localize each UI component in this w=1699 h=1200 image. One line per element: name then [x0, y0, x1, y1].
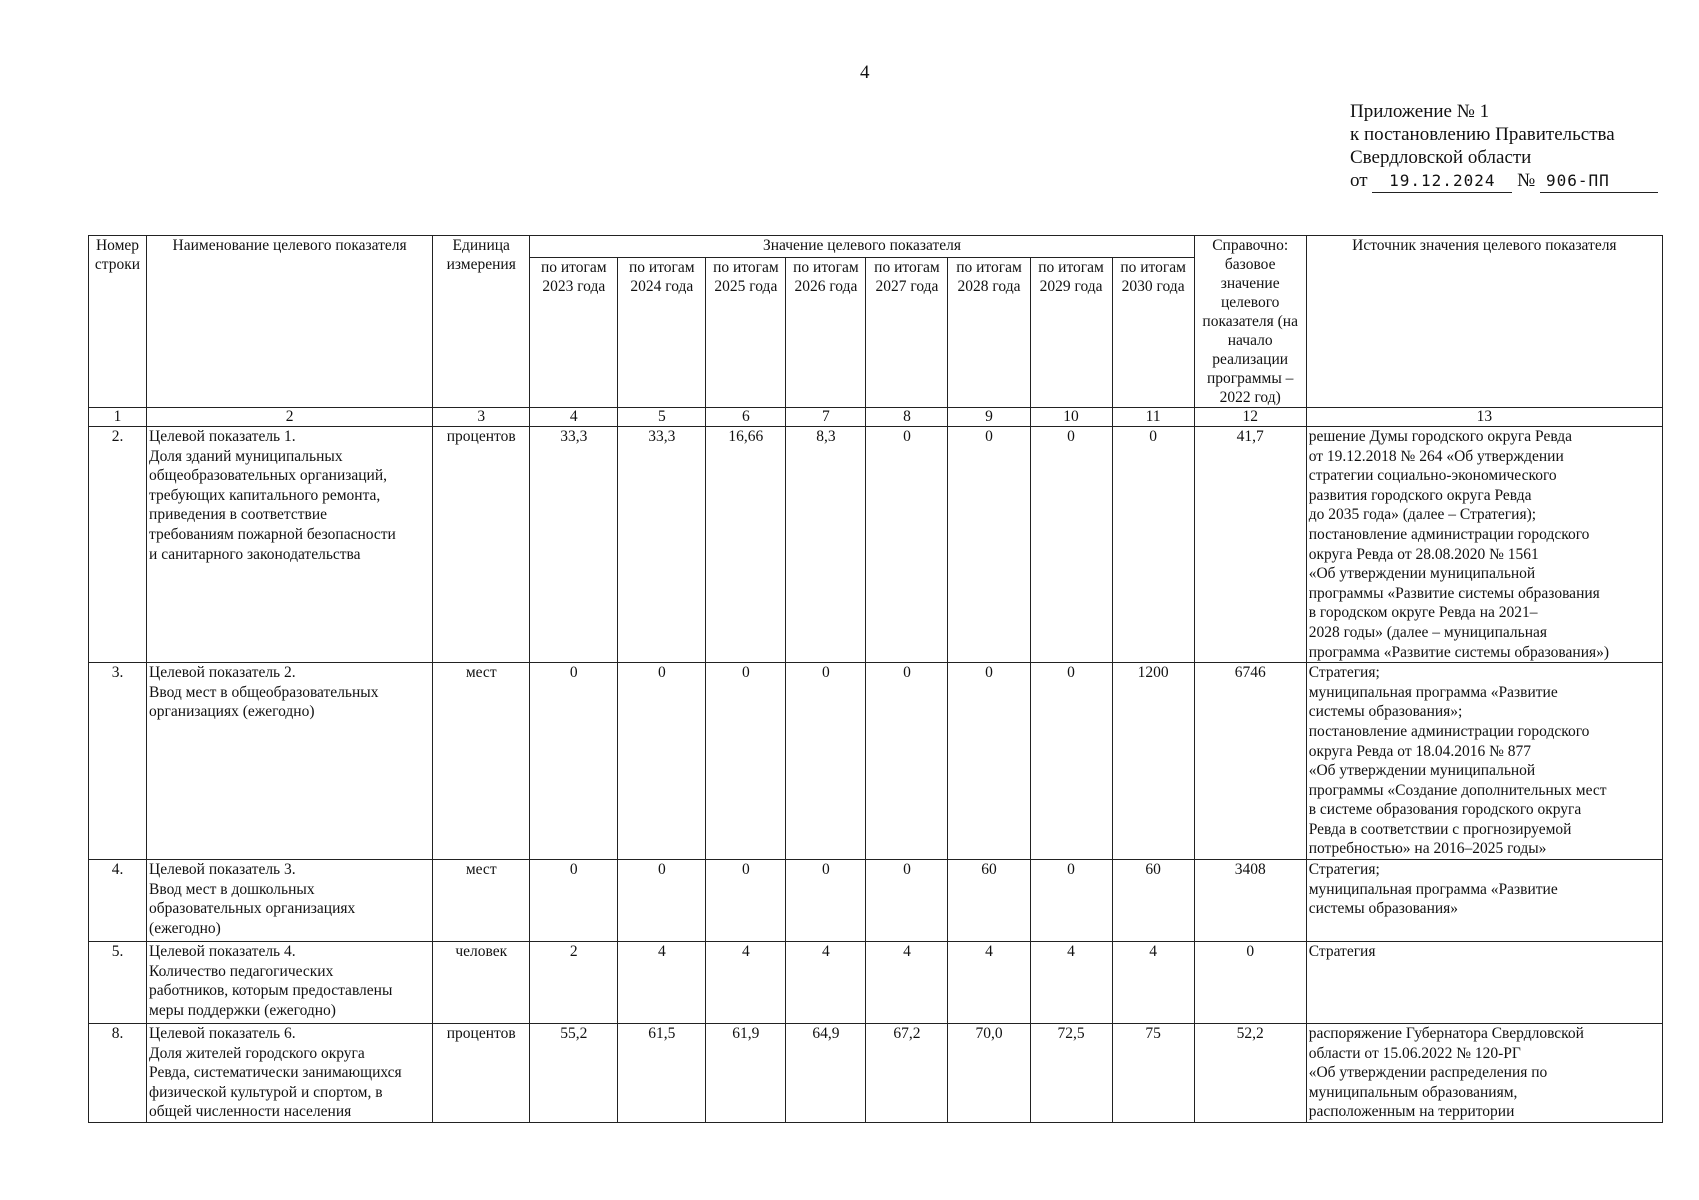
source-line: развития городского округа Ревда: [1308, 486, 1532, 504]
value-cell-2029: 72,5: [1030, 1024, 1112, 1123]
indicator-name-line: Доля зданий муниципальных: [149, 447, 343, 465]
value-cell-2028: 0: [948, 663, 1030, 860]
source-line: решение Думы городского округа Ревда: [1308, 428, 1573, 445]
value-cell-2026: 64,9: [786, 1024, 866, 1123]
column-number: 12: [1194, 408, 1306, 427]
source-line: муниципальным образованиям,: [1308, 1083, 1518, 1101]
header-row: [89, 236, 1663, 258]
indicator-name-line: физической культурой и спортом, в: [149, 1083, 383, 1101]
column-number: 10: [1030, 408, 1112, 427]
source-line: «Об утверждении муниципальной: [1308, 762, 1536, 780]
source-line: муниципальная программа «Развитие: [1308, 683, 1558, 701]
indicator-name-line: меры поддержки (ежегодно): [149, 1001, 336, 1019]
source-line: программы «Создание дополнительных мест: [1308, 781, 1607, 799]
indicator-name-line: общеобразовательных организаций,: [149, 467, 388, 485]
value-cell-2026: 4: [786, 942, 866, 1024]
header-year-2024: по итогам 2024 года: [618, 258, 706, 408]
source-line: в городском округе Ревда на 2021–: [1308, 604, 1538, 622]
value-cell-2024: 61,5: [618, 1024, 706, 1123]
source-line: 2028 годы» (далее – муниципальная: [1308, 623, 1548, 641]
base-value-cell: 41,7: [1194, 427, 1306, 663]
page-number: 4: [860, 62, 870, 83]
base-value-cell: 6746: [1194, 663, 1306, 860]
number-prefix: №: [1517, 170, 1536, 191]
indicator-name-line: Целевой показатель 2.: [149, 664, 296, 682]
unit-cell: процентов: [433, 427, 530, 663]
unit-cell: мест: [433, 860, 530, 942]
value-cell-2026: 8,3: [786, 427, 866, 663]
indicator-name: [147, 427, 433, 663]
source-line: округа Ревда от 28.08.2020 № 1561: [1308, 545, 1539, 563]
base-value-cell: 0: [1194, 942, 1306, 1024]
unit-cell: мест: [433, 663, 530, 860]
header-indicator-name: Наименование целевого показателя: [147, 236, 433, 408]
table-row: [89, 1024, 1663, 1123]
column-number: 13: [1306, 408, 1662, 427]
appendix-reference: к постановлению Правительства: [1350, 124, 1615, 145]
value-cell-2025: 0: [706, 860, 786, 942]
value-cell-2030: 4: [1112, 942, 1194, 1024]
source-line: постановление администрации городского: [1308, 525, 1590, 543]
value-cell-2023: 0: [530, 663, 618, 860]
header-source: Источник значения целевого показателя: [1306, 236, 1662, 408]
value-cell-2024: 33,3: [618, 427, 706, 663]
header-year-2023: по итогам 2023 года: [530, 258, 618, 408]
column-number: 7: [786, 408, 866, 427]
source-line: в системе образования городского округа: [1308, 801, 1582, 819]
source-line: «Об утверждении распределения по: [1308, 1064, 1548, 1082]
value-cell-2025: 61,9: [706, 1024, 786, 1123]
source-line: постановление администрации городского: [1308, 722, 1590, 740]
indicator-name-line: Ввод мест в общеобразовательных: [149, 683, 379, 701]
indicator-name-line: Доля жителей городского округа: [149, 1044, 365, 1062]
indicator-name-line: Количество педагогических: [149, 962, 334, 980]
row-number: 8.: [89, 1024, 147, 1123]
base-value-cell: 52,2: [1194, 1024, 1306, 1123]
source-line: «Об утверждении муниципальной: [1308, 565, 1536, 583]
value-cell-2023: 55,2: [530, 1024, 618, 1123]
source-line: Стратегия;: [1308, 861, 1380, 879]
indicator-name-line: Целевой показатель 6.: [149, 1025, 296, 1043]
row-number: 5.: [89, 942, 147, 1024]
indicator-name-line: приведения в соответствие: [149, 506, 327, 524]
value-cell-2028: 70,0: [948, 1024, 1030, 1123]
header-unit: Единица измерения: [433, 236, 530, 408]
unit-cell: человек: [433, 942, 530, 1024]
source-line: Стратегия: [1308, 943, 1376, 961]
value-cell-2026: 0: [786, 663, 866, 860]
indicator-name-line: и санитарного законодательства: [149, 545, 361, 563]
value-cell-2023: 33,3: [530, 427, 618, 663]
table-row: [89, 663, 1663, 860]
indicator-name-line: работников, которым предоставлены: [149, 982, 393, 1000]
appendix-date-line: [1350, 169, 1658, 193]
value-cell-2027: 67,2: [866, 1024, 948, 1123]
value-cell-2027: 0: [866, 663, 948, 860]
value-cell-2023: 0: [530, 860, 618, 942]
column-number: 1: [89, 408, 147, 427]
value-cell-2027: 0: [866, 860, 948, 942]
source-cell: [1306, 942, 1662, 1024]
source-cell: [1306, 663, 1662, 860]
source-line: Ревда в соответствии с прогнозируемой: [1308, 820, 1572, 838]
source-line: Стратегия;: [1308, 664, 1380, 682]
source-line: программы «Развитие системы образования: [1308, 584, 1600, 602]
value-cell-2030: 75: [1112, 1024, 1194, 1123]
header-year-2029: по итогам 2029 года: [1030, 258, 1112, 408]
date-prefix: от: [1350, 170, 1368, 191]
header-year-2026: по итогам 2026 года: [786, 258, 866, 408]
source-line: программа «Развитие системы образования»): [1308, 643, 1610, 661]
value-cell-2029: 0: [1030, 663, 1112, 860]
source-cell: [1306, 1024, 1662, 1123]
appendix-region: Свердловской области: [1350, 147, 1532, 168]
source-line: системы образования»: [1308, 900, 1459, 918]
value-cell-2029: 0: [1030, 860, 1112, 942]
source-line: от 19.12.2018 № 264 «Об утверждении: [1308, 447, 1564, 465]
indicator-name-line: Целевой показатель 3.: [149, 861, 296, 879]
value-cell-2025: 4: [706, 942, 786, 1024]
value-cell-2027: 0: [866, 427, 948, 663]
indicator-name-line: (ежегодно): [149, 919, 221, 937]
header-year-2028: по итогам 2028 года: [948, 258, 1030, 408]
indicator-name-line: требованиям пожарной безопасности: [149, 525, 396, 543]
value-cell-2026: 0: [786, 860, 866, 942]
value-cell-2024: 0: [618, 860, 706, 942]
value-cell-2028: 4: [948, 942, 1030, 1024]
header-year-2027: по итогам 2027 года: [866, 258, 948, 408]
source-line: потребностью» на 2016–2025 годы»: [1308, 840, 1547, 858]
table-row: [89, 427, 1663, 663]
column-number: 11: [1112, 408, 1194, 427]
resolution-date: 19.12.2024: [1372, 169, 1512, 193]
column-number-row: [89, 408, 1663, 427]
header-row-number: Номер строки: [89, 236, 147, 408]
value-cell-2025: 16,66: [706, 427, 786, 663]
value-cell-2030: 60: [1112, 860, 1194, 942]
column-number: 8: [866, 408, 948, 427]
column-number: 2: [147, 408, 433, 427]
source-line: области от 15.06.2022 № 120-РГ: [1308, 1044, 1521, 1062]
value-cell-2029: 4: [1030, 942, 1112, 1024]
row-number: 3.: [89, 663, 147, 860]
indicator-name: [147, 860, 433, 942]
appendix-header: [1350, 100, 1658, 193]
column-number: 6: [706, 408, 786, 427]
indicator-name-line: требующих капитального ремонта,: [149, 486, 381, 504]
value-cell-2024: 0: [618, 663, 706, 860]
source-line: муниципальная программа «Развитие: [1308, 880, 1558, 898]
source-cell: [1306, 427, 1662, 663]
indicators-table: [88, 235, 1663, 1123]
table-body: [89, 427, 1663, 1123]
header-year-2030: по итогам 2030 года: [1112, 258, 1194, 408]
indicator-name-line: Целевой показатель 4.: [149, 943, 296, 961]
value-cell-2025: 0: [706, 663, 786, 860]
indicator-name-line: Ревда, систематически занимающихся: [149, 1064, 402, 1082]
base-value-cell: 3408: [1194, 860, 1306, 942]
indicator-name-line: образовательных организациях: [149, 900, 356, 918]
value-cell-2028: 0: [948, 427, 1030, 663]
indicator-name: [147, 663, 433, 860]
header-base-value: Справочно: базовое значение целевого показателя (на начало реализации программы – 2022 год): [1194, 236, 1306, 408]
resolution-number: 906-ПП: [1540, 169, 1658, 193]
value-cell-2024: 4: [618, 942, 706, 1024]
value-cell-2029: 0: [1030, 427, 1112, 663]
source-line: системы образования»;: [1308, 703, 1463, 721]
column-number: 9: [948, 408, 1030, 427]
source-line: округа Ревда от 18.04.2016 № 877: [1308, 742, 1532, 760]
table-row: [89, 942, 1663, 1024]
indicator-name-line: организациях (ежегодно): [149, 703, 315, 721]
source-line: стратегии социально-экономического: [1308, 467, 1557, 485]
header-value-group: Значение целевого показателя: [530, 236, 1194, 258]
source-cell: [1306, 860, 1662, 942]
source-line: распоряжение Губернатора Свердловской: [1308, 1025, 1584, 1043]
unit-cell: процентов: [433, 1024, 530, 1123]
value-cell-2028: 60: [948, 860, 1030, 942]
value-cell-2030: 1200: [1112, 663, 1194, 860]
indicator-name-line: общей численности населения: [149, 1103, 352, 1121]
row-number: 4.: [89, 860, 147, 942]
indicator-name: [147, 1024, 433, 1123]
table-row: [89, 860, 1663, 942]
column-number: 5: [618, 408, 706, 427]
header-year-2025: по итогам 2025 года: [706, 258, 786, 408]
value-cell-2023: 2: [530, 942, 618, 1024]
source-line: расположенным на территории: [1308, 1103, 1515, 1121]
indicator-name-line: Ввод мест в дошкольных: [149, 880, 315, 898]
value-cell-2030: 0: [1112, 427, 1194, 663]
indicator-name: [147, 942, 433, 1024]
value-cell-2027: 4: [866, 942, 948, 1024]
column-number: 4: [530, 408, 618, 427]
indicator-name-line: Целевой показатель 1.: [149, 428, 296, 445]
row-number: 2.: [89, 427, 147, 663]
column-number: 3: [433, 408, 530, 427]
appendix-title: Приложение № 1: [1350, 101, 1490, 122]
source-line: до 2035 года» (далее – Стратегия);: [1308, 506, 1537, 524]
